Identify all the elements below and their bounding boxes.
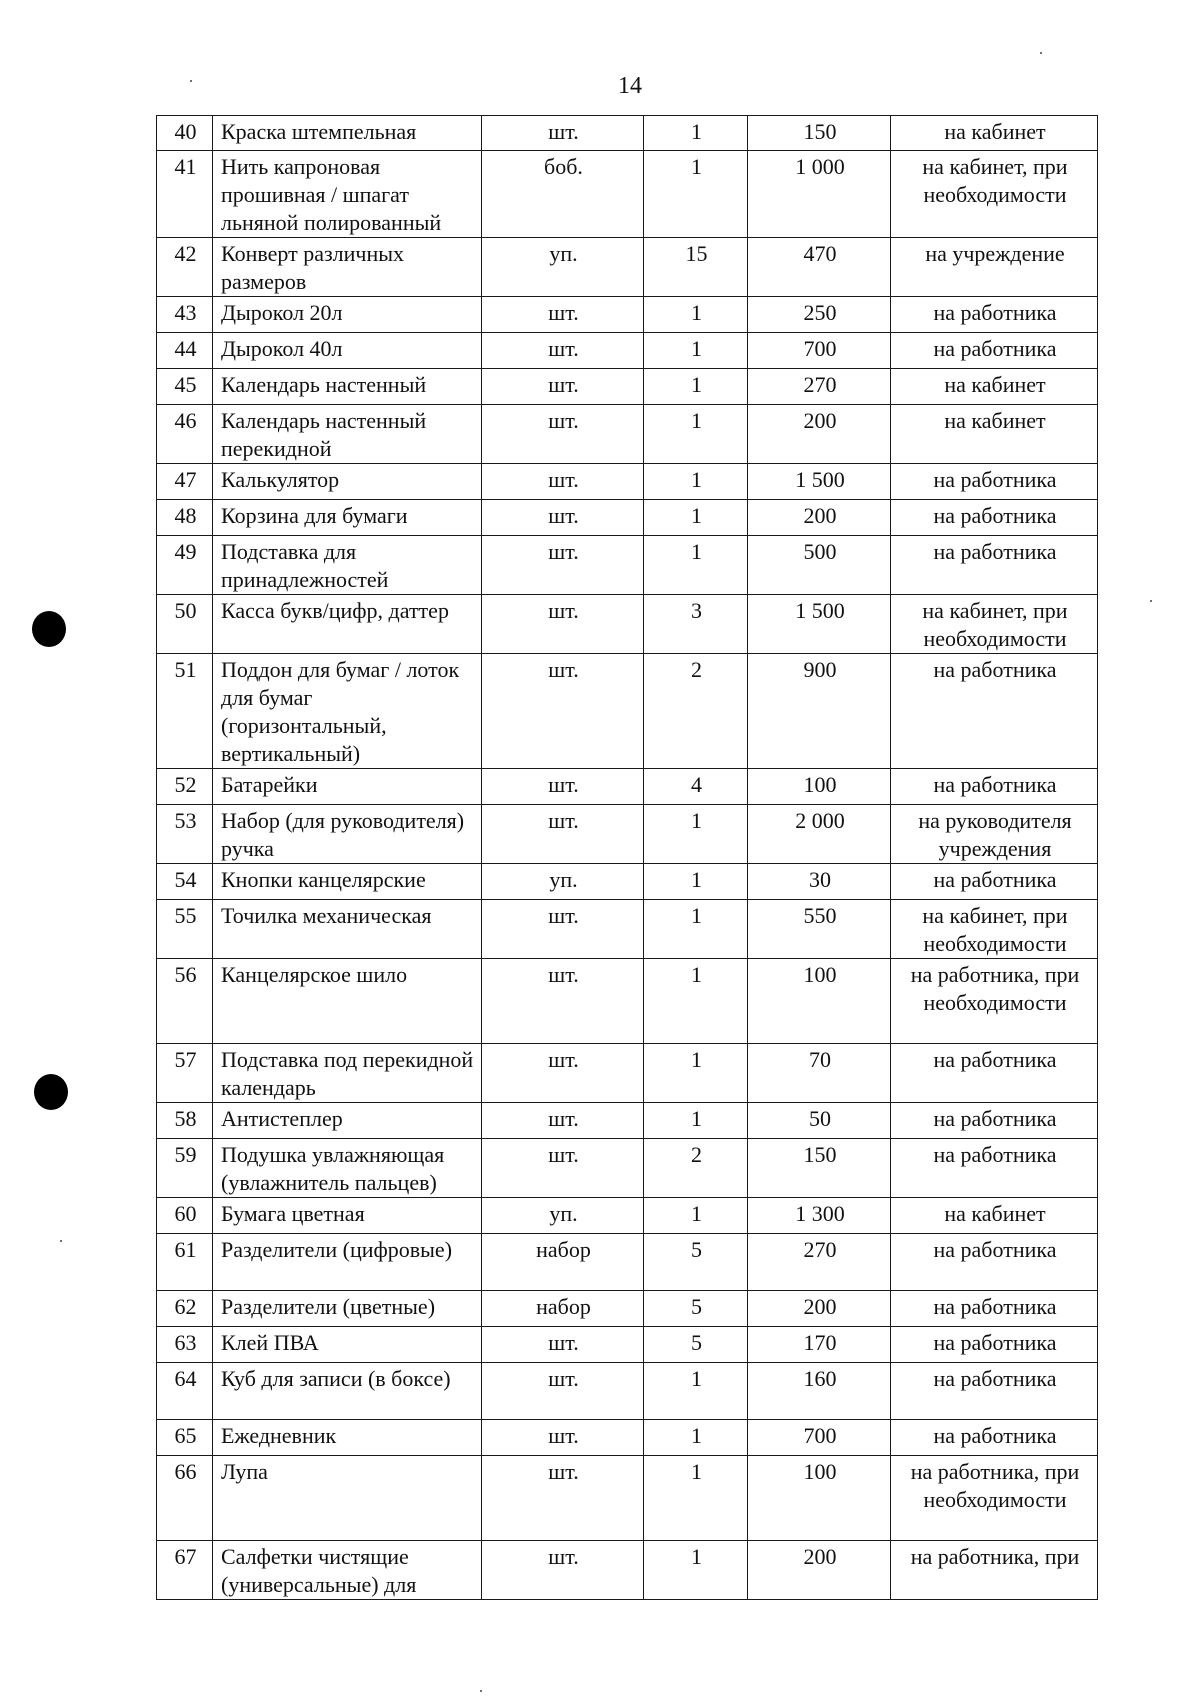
item-number: 49 <box>157 536 213 595</box>
item-quantity: 1 <box>644 959 748 1044</box>
item-unit: набор <box>482 1291 644 1327</box>
item-number: 67 <box>157 1541 213 1600</box>
item-unit: шт. <box>482 1420 644 1456</box>
item-unit: шт. <box>482 1327 644 1363</box>
item-note: на работника <box>891 1363 1098 1420</box>
item-unit: шт. <box>482 1103 644 1139</box>
item-number: 51 <box>157 654 213 769</box>
table-row <box>157 1541 1098 1600</box>
item-name: Набор (для руководителя) ручка <box>213 805 482 864</box>
item-note: на работника <box>891 1327 1098 1363</box>
item-price: 470 <box>748 238 891 297</box>
item-note: на работника <box>891 769 1098 805</box>
item-number: 64 <box>157 1363 213 1420</box>
item-quantity: 1 <box>644 369 748 405</box>
item-note: на работника <box>891 1420 1098 1456</box>
item-unit: уп. <box>482 864 644 900</box>
item-name: Подставка для принадлежностей <box>213 536 482 595</box>
table-row <box>157 500 1098 536</box>
item-number: 44 <box>157 333 213 369</box>
scan-speck <box>60 1240 62 1242</box>
item-price: 50 <box>748 1103 891 1139</box>
item-name: Поддон для бумаг / лоток для бумаг (горизонтальный, вертикальный) <box>213 654 482 769</box>
item-name: Календарь настенный перекидной <box>213 405 482 464</box>
scan-speck <box>480 1690 482 1692</box>
table-row <box>157 297 1098 333</box>
item-unit: шт. <box>482 1044 644 1103</box>
item-price: 100 <box>748 959 891 1044</box>
item-name: Батарейки <box>213 769 482 805</box>
item-unit: шт. <box>482 333 644 369</box>
table-row <box>157 654 1098 769</box>
item-price: 170 <box>748 1327 891 1363</box>
item-note: на работника, при необходимости <box>891 1456 1098 1541</box>
item-price: 30 <box>748 864 891 900</box>
item-note: на кабинет, при необходимости <box>891 151 1098 238</box>
item-name: Разделители (цветные) <box>213 1291 482 1327</box>
item-price: 1 500 <box>748 595 891 654</box>
item-number: 47 <box>157 464 213 500</box>
table-row <box>157 1420 1098 1456</box>
item-price: 200 <box>748 405 891 464</box>
item-quantity: 1 <box>644 297 748 333</box>
item-number: 53 <box>157 805 213 864</box>
item-name: Дырокол 20л <box>213 297 482 333</box>
item-quantity: 5 <box>644 1327 748 1363</box>
item-name: Корзина для бумаги <box>213 500 482 536</box>
item-note: на работника <box>891 864 1098 900</box>
item-quantity: 2 <box>644 654 748 769</box>
item-name: Календарь настенный <box>213 369 482 405</box>
item-unit: шт. <box>482 536 644 595</box>
item-quantity: 4 <box>644 769 748 805</box>
item-number: 50 <box>157 595 213 654</box>
item-quantity: 1 <box>644 1198 748 1234</box>
item-note: на работника <box>891 1291 1098 1327</box>
item-unit: шт. <box>482 769 644 805</box>
item-quantity: 1 <box>644 333 748 369</box>
item-price: 500 <box>748 536 891 595</box>
table-row <box>157 805 1098 864</box>
item-note: на работника, при <box>891 1541 1098 1600</box>
item-name: Дырокол 40л <box>213 333 482 369</box>
table-body <box>157 116 1098 1600</box>
item-number: 43 <box>157 297 213 333</box>
item-name: Нить капроновая прошивная / шпагат льняной полированный <box>213 151 482 238</box>
item-name: Куб для записи (в боксе) <box>213 1363 482 1420</box>
item-unit: шт. <box>482 500 644 536</box>
page-number: 14 <box>618 73 642 99</box>
item-quantity: 5 <box>644 1291 748 1327</box>
item-quantity: 1 <box>644 1103 748 1139</box>
item-unit: шт. <box>482 959 644 1044</box>
item-name: Бумага цветная <box>213 1198 482 1234</box>
item-note: на кабинет <box>891 116 1098 151</box>
item-note: на работника <box>891 500 1098 536</box>
item-price: 270 <box>748 369 891 405</box>
item-name: Лупа <box>213 1456 482 1541</box>
item-note: на работника <box>891 1139 1098 1198</box>
table-row <box>157 1198 1098 1234</box>
item-quantity: 1 <box>644 1541 748 1600</box>
punch-hole-mark <box>34 1074 68 1110</box>
item-unit: шт. <box>482 900 644 959</box>
supplies-table <box>156 115 1098 1600</box>
item-price: 1 500 <box>748 464 891 500</box>
table-row <box>157 1103 1098 1139</box>
table-row <box>157 1327 1098 1363</box>
item-number: 55 <box>157 900 213 959</box>
item-name: Краска штемпельная <box>213 116 482 151</box>
item-price: 1 300 <box>748 1198 891 1234</box>
item-note: на кабинет <box>891 1198 1098 1234</box>
item-price: 900 <box>748 654 891 769</box>
item-price: 200 <box>748 1291 891 1327</box>
table-row <box>157 369 1098 405</box>
table-row <box>157 333 1098 369</box>
item-number: 59 <box>157 1139 213 1198</box>
table-row <box>157 900 1098 959</box>
item-name: Калькулятор <box>213 464 482 500</box>
item-note: на работника <box>891 536 1098 595</box>
table-row <box>157 464 1098 500</box>
item-number: 65 <box>157 1420 213 1456</box>
item-unit: шт. <box>482 369 644 405</box>
scan-speck <box>1150 600 1152 602</box>
table-row <box>157 1291 1098 1327</box>
item-note: на работника <box>891 654 1098 769</box>
table-row <box>157 1139 1098 1198</box>
item-name: Подставка под перекидной календарь <box>213 1044 482 1103</box>
item-number: 60 <box>157 1198 213 1234</box>
item-name: Канцелярское шило <box>213 959 482 1044</box>
item-unit: боб. <box>482 151 644 238</box>
item-name: Касса букв/цифр, даттер <box>213 595 482 654</box>
table-row <box>157 536 1098 595</box>
item-number: 62 <box>157 1291 213 1327</box>
item-name: Конверт различных размеров <box>213 238 482 297</box>
item-quantity: 1 <box>644 1044 748 1103</box>
item-name: Точилка механическая <box>213 900 482 959</box>
item-unit: шт. <box>482 297 644 333</box>
item-quantity: 2 <box>644 1139 748 1198</box>
item-unit: шт. <box>482 654 644 769</box>
item-number: 45 <box>157 369 213 405</box>
item-quantity: 1 <box>644 151 748 238</box>
scan-speck <box>190 80 192 82</box>
item-unit: шт. <box>482 116 644 151</box>
item-price: 200 <box>748 1541 891 1600</box>
table-row <box>157 1456 1098 1541</box>
item-price: 100 <box>748 1456 891 1541</box>
item-quantity: 3 <box>644 595 748 654</box>
item-quantity: 1 <box>644 536 748 595</box>
item-number: 57 <box>157 1044 213 1103</box>
item-name: Подушка увлажняющая (увлажнитель пальцев) <box>213 1139 482 1198</box>
item-note: на работника <box>891 333 1098 369</box>
item-name: Салфетки чистящие (универсальные) для <box>213 1541 482 1600</box>
item-quantity: 15 <box>644 238 748 297</box>
item-number: 46 <box>157 405 213 464</box>
item-note: на работника <box>891 464 1098 500</box>
item-note: на руководителя учреждения <box>891 805 1098 864</box>
item-unit: набор <box>482 1234 644 1291</box>
item-note: на кабинет, при необходимости <box>891 595 1098 654</box>
item-price: 2 000 <box>748 805 891 864</box>
item-name: Кнопки канцелярские <box>213 864 482 900</box>
item-quantity: 1 <box>644 1363 748 1420</box>
item-price: 150 <box>748 116 891 151</box>
table-row <box>157 116 1098 151</box>
table-row <box>157 238 1098 297</box>
table-row <box>157 864 1098 900</box>
item-price: 200 <box>748 500 891 536</box>
table-row <box>157 769 1098 805</box>
item-price: 150 <box>748 1139 891 1198</box>
item-price: 70 <box>748 1044 891 1103</box>
item-number: 48 <box>157 500 213 536</box>
item-quantity: 1 <box>644 805 748 864</box>
item-number: 66 <box>157 1456 213 1541</box>
table-row <box>157 595 1098 654</box>
item-note: на работника <box>891 1103 1098 1139</box>
item-price: 270 <box>748 1234 891 1291</box>
item-number: 41 <box>157 151 213 238</box>
item-number: 63 <box>157 1327 213 1363</box>
item-quantity: 5 <box>644 1234 748 1291</box>
item-unit: шт. <box>482 1139 644 1198</box>
punch-hole-mark <box>32 611 66 647</box>
item-note: на кабинет <box>891 405 1098 464</box>
item-unit: шт. <box>482 1363 644 1420</box>
item-quantity: 1 <box>644 1456 748 1541</box>
item-price: 550 <box>748 900 891 959</box>
item-quantity: 1 <box>644 900 748 959</box>
item-number: 40 <box>157 116 213 151</box>
item-price: 1 000 <box>748 151 891 238</box>
item-number: 58 <box>157 1103 213 1139</box>
item-quantity: 1 <box>644 500 748 536</box>
item-name: Клей ПВА <box>213 1327 482 1363</box>
item-name: Разделители (цифровые) <box>213 1234 482 1291</box>
item-quantity: 1 <box>644 464 748 500</box>
item-price: 700 <box>748 333 891 369</box>
item-price: 100 <box>748 769 891 805</box>
table-row <box>157 151 1098 238</box>
item-price: 700 <box>748 1420 891 1456</box>
item-quantity: 1 <box>644 405 748 464</box>
item-name: Ежедневник <box>213 1420 482 1456</box>
item-price: 160 <box>748 1363 891 1420</box>
item-number: 61 <box>157 1234 213 1291</box>
item-unit: шт. <box>482 1456 644 1541</box>
item-note: на работника <box>891 297 1098 333</box>
table-row <box>157 1044 1098 1103</box>
item-price: 250 <box>748 297 891 333</box>
item-number: 54 <box>157 864 213 900</box>
item-name: Антистеплер <box>213 1103 482 1139</box>
table-row <box>157 1363 1098 1420</box>
item-quantity: 1 <box>644 116 748 151</box>
item-unit: шт. <box>482 805 644 864</box>
item-unit: шт. <box>482 1541 644 1600</box>
item-note: на работника, при необходимости <box>891 959 1098 1044</box>
item-note: на кабинет, при необходимости <box>891 900 1098 959</box>
item-unit: шт. <box>482 405 644 464</box>
item-unit: уп. <box>482 1198 644 1234</box>
item-number: 56 <box>157 959 213 1044</box>
item-unit: шт. <box>482 595 644 654</box>
item-note: на учреждение <box>891 238 1098 297</box>
item-quantity: 1 <box>644 1420 748 1456</box>
item-number: 42 <box>157 238 213 297</box>
item-note: на работника <box>891 1044 1098 1103</box>
scan-speck <box>1040 52 1042 54</box>
item-note: на кабинет <box>891 369 1098 405</box>
item-note: на работника <box>891 1234 1098 1291</box>
item-unit: уп. <box>482 238 644 297</box>
table-row <box>157 405 1098 464</box>
item-unit: шт. <box>482 464 644 500</box>
table-row <box>157 959 1098 1044</box>
item-quantity: 1 <box>644 864 748 900</box>
item-number: 52 <box>157 769 213 805</box>
table-row <box>157 1234 1098 1291</box>
